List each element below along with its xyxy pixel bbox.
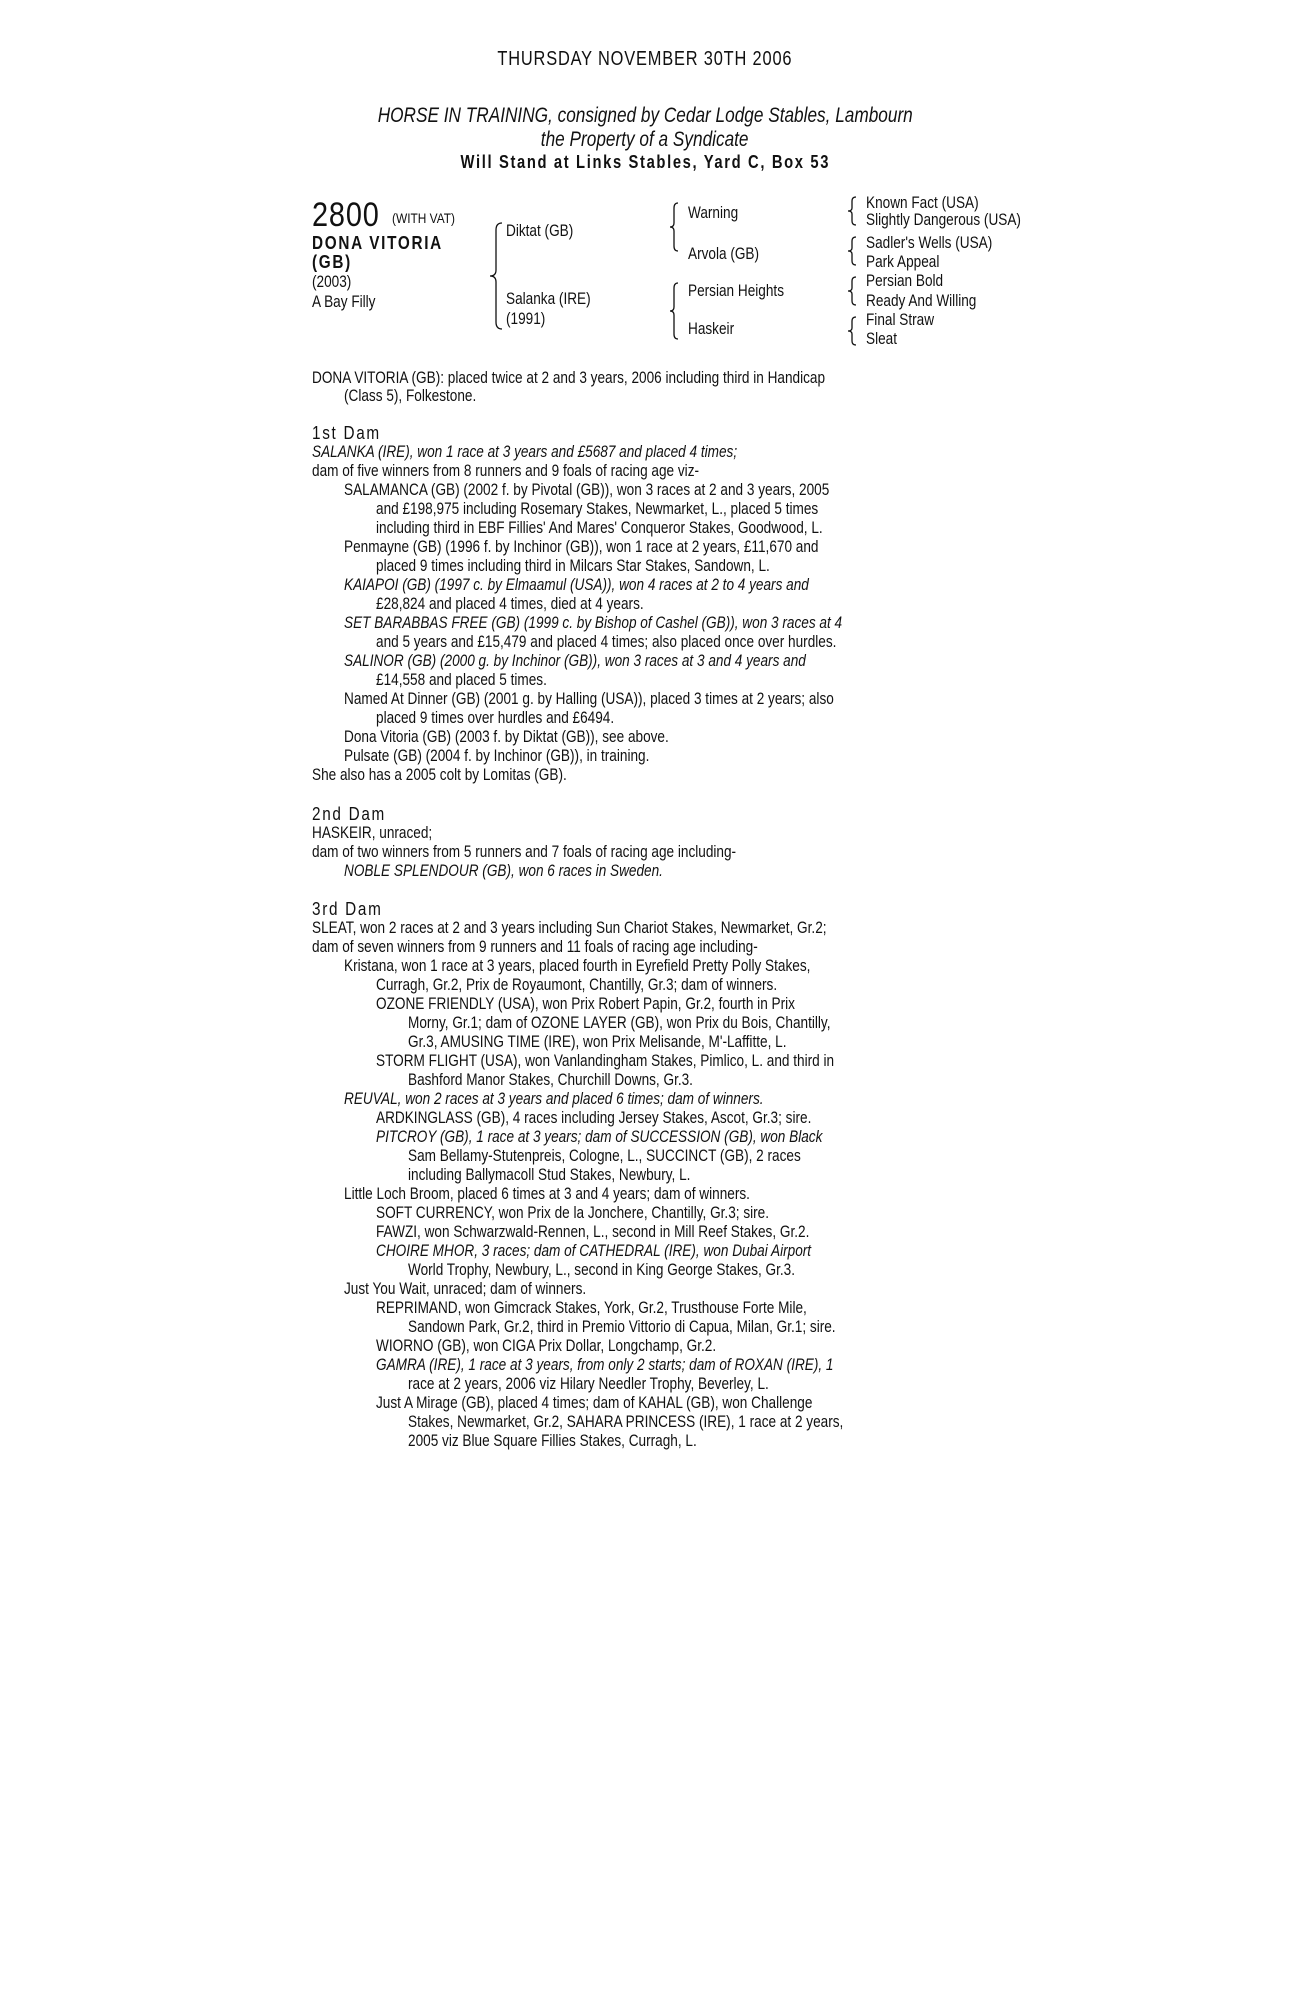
pedigree-text-line: WIORNO (GB), won CIGA Prix Dollar, Longchamp, Gr.2. — [376, 1336, 717, 1355]
sale-date: THURSDAY NOVEMBER 30TH 2006 — [497, 48, 793, 70]
second-dam-heading: 2nd Dam — [312, 804, 386, 824]
foaling-year: (2003) — [312, 272, 352, 291]
pedigree-text-line: Just You Wait, unraced; dam of winners. — [344, 1279, 587, 1298]
pedigree-dam-year: (1991) — [506, 309, 546, 328]
pedigree-text-line: dam of two winners from 5 runners and 7 foals of racing age including- — [312, 842, 737, 861]
pedigree-dam: Salanka (IRE) — [506, 289, 591, 308]
pedigree-brace-ds — [846, 276, 858, 306]
pedigree-text-line: race at 2 years, 2006 viz Hilary Needler Trophy, Beverley, L. — [408, 1374, 769, 1393]
horse-name — [312, 234, 443, 272]
pedigree-brace-gen1 — [488, 222, 504, 330]
pedigree-brace-sire — [668, 202, 680, 252]
pedigree-text-line: Just A Mirage (GB), placed 4 times; dam of KAHAL (GB), won Challenge — [376, 1393, 813, 1412]
first-dam-heading: 1st Dam — [312, 423, 381, 443]
pedigree-text-line: £28,824 and placed 4 times, died at 4 years. — [376, 594, 644, 613]
pedigree-text-line: Sandown Park, Gr.2, third in Premio Vittorio di Capua, Milan, Gr.1; sire. — [408, 1317, 836, 1336]
pedigree-text-line: KAIAPOI (GB) (1997 c. by Elmaamul (USA)), won 4 races at 2 to 4 years and — [344, 575, 809, 594]
pedigree-brace-dam — [668, 282, 680, 340]
pedigree-brace-ss — [846, 196, 858, 226]
lot-number: 2800 — [312, 196, 380, 234]
pedigree-text-line: Pulsate (GB) (2004 f. by Inchinor (GB)), in training. — [344, 746, 650, 765]
pedigree-text-line: HASKEIR, unraced; — [312, 823, 433, 842]
pedigree-text-line: Morny, Gr.1; dam of OZONE LAYER (GB), won Prix du Bois, Chantilly, — [408, 1013, 831, 1032]
pedigree-dss: Persian Bold — [866, 271, 944, 290]
pedigree-text-line: She also has a 2005 colt by Lomitas (GB). — [312, 765, 567, 784]
property-line: the Property of a Syndicate — [541, 128, 749, 151]
pedigree-text-line: Sam Bellamy-Stutenpreis, Cologne, L., SUCCINCT (GB), 2 races — [408, 1146, 801, 1165]
pedigree-text-line: CHOIRE MHOR, 3 races; dam of CATHEDRAL (IRE), won Dubai Airport — [376, 1241, 812, 1260]
pedigree-sire-sire: Warning — [688, 203, 739, 222]
pedigree-text-line: SALAMANCA (GB) (2002 f. by Pivotal (GB)), won 3 races at 2 and 3 years, 2005 — [344, 480, 830, 499]
pedigree-text-line: Named At Dinner (GB) (2001 g. by Halling (USA)), placed 3 times at 2 years; also — [344, 689, 834, 708]
pedigree-text-line: and 5 years and £15,479 and placed 4 times; also placed once over hurdles. — [376, 632, 837, 651]
pedigree-text-line: ARDKINGLASS (GB), 4 races including Jersey Stakes, Ascot, Gr.3; sire. — [376, 1108, 812, 1127]
pedigree-text-line: Dona Vitoria (GB) (2003 f. by Diktat (GB)), see above. — [344, 727, 669, 746]
pedigree-text-line: NOBLE SPLENDOUR (GB), won 6 races in Sweden. — [344, 861, 663, 880]
pedigree-text-line: SLEAT, won 2 races at 2 and 3 years including Sun Chariot Stakes, Newmarket, Gr.2; — [312, 918, 827, 937]
pedigree-text-line: placed 9 times including third in Milcars Star Stakes, Sandown, L. — [376, 556, 770, 575]
pedigree-text-line: REPRIMAND, won Gimcrack Stakes, York, Gr.2, Trusthouse Forte Mile, — [376, 1298, 807, 1317]
pedigree-text-line: FAWZI, won Schwarzwald-Rennen, L., second in Mill Reef Stakes, Gr.2. — [376, 1222, 810, 1241]
summary-line: (Class 5), Folkestone. — [344, 386, 477, 405]
pedigree-sdd: Park Appeal — [866, 252, 940, 271]
pedigree-text-line: SALINOR (GB) (2000 g. by Inchinor (GB)), won 3 races at 3 and 4 years and — [344, 651, 806, 670]
pedigree-text-line: and £198,975 including Rosemary Stakes, Newmarket, L., placed 5 times — [376, 499, 819, 518]
pedigree-text-line: Curragh, Gr.2, Prix de Royaumont, Chantilly, Gr.3; dam of winners. — [376, 975, 778, 994]
third-dam-heading: 3rd Dam — [312, 899, 383, 919]
horse-description: A Bay Filly — [312, 292, 376, 311]
horse-name-line1: DONA VITORIA — [312, 233, 443, 253]
pedigree-text-line: OZONE FRIENDLY (USA), won Prix Robert Papin, Gr.2, fourth in Prix — [376, 994, 795, 1013]
pedigree-text-line: dam of seven winners from 9 runners and 11 foals of racing age including- — [312, 937, 758, 956]
pedigree-dam-dam: Haskeir — [688, 319, 735, 338]
pedigree-brace-sd — [846, 236, 858, 266]
pedigree-ddd: Sleat — [866, 329, 897, 348]
lot-number-block — [312, 196, 456, 235]
stable-location: Will Stand at Links Stables, Yard C, Box 53 — [460, 152, 830, 172]
summary-line: DONA VITORIA (GB): placed twice at 2 and 3 years, 2006 including third in Handicap — [312, 368, 826, 387]
pedigree-text-line: REUVAL, won 2 races at 3 years and placed 6 times; dam of winners. — [344, 1089, 764, 1108]
pedigree-text-line: GAMRA (IRE), 1 race at 3 years, from only 2 starts; dam of ROXAN (IRE), 1 — [376, 1355, 834, 1374]
pedigree-text-line: Kristana, won 1 race at 3 years, placed fourth in Eyrefield Pretty Polly Stakes, — [344, 956, 811, 975]
pedigree-text-line: STORM FLIGHT (USA), won Vanlandingham Stakes, Pimlico, L. and third in — [376, 1051, 835, 1070]
pedigree-ssd: Slightly Dangerous (USA) — [866, 210, 1021, 229]
pedigree-sire: Diktat (GB) — [506, 221, 574, 240]
consignment-line: HORSE IN TRAINING, consigned by Cedar Lodge Stables, Lambourn — [377, 104, 913, 127]
pedigree-text-line: SOFT CURRENCY, won Prix de la Jonchere, Chantilly, Gr.3; sire. — [376, 1203, 770, 1222]
pedigree-sds: Sadler's Wells (USA) — [866, 233, 993, 252]
pedigree-text-line: SALANKA (IRE), won 1 race at 3 years and £5687 and placed 4 times; — [312, 442, 738, 461]
pedigree-text-line: placed 9 times over hurdles and £6494. — [376, 708, 615, 727]
pedigree-text-line: Penmayne (GB) (1996 f. by Inchinor (GB)), won 1 race at 2 years, £11,670 and — [344, 537, 819, 556]
pedigree-text-line: including Ballymacoll Stud Stakes, Newbury, L. — [408, 1165, 691, 1184]
pedigree-text-line: Bashford Manor Stakes, Churchill Downs, Gr.3. — [408, 1070, 693, 1089]
pedigree-text-line: 2005 viz Blue Square Fillies Stakes, Curragh, L. — [408, 1431, 697, 1450]
pedigree-text-line: PITCROY (GB), 1 race at 3 years; dam of SUCCESSION (GB), won Black — [376, 1127, 823, 1146]
vat-note: (WITH VAT) — [392, 210, 456, 226]
pedigree-text-line: Gr.3, AMUSING TIME (IRE), won Prix Melisande, M'-Laffitte, L. — [408, 1032, 787, 1051]
pedigree-text-line: World Trophy, Newbury, L., second in King George Stakes, Gr.3. — [408, 1260, 796, 1279]
pedigree-text-line: Stakes, Newmarket, Gr.2, SAHARA PRINCESS (IRE), 1 race at 2 years, — [408, 1412, 844, 1431]
horse-name-line2: (GB) — [312, 252, 352, 272]
pedigree-dds: Final Straw — [866, 310, 935, 329]
pedigree-text-line: dam of five winners from 8 runners and 9 foals of racing age viz- — [312, 461, 700, 480]
pedigree-text-line: SET BARABBAS FREE (GB) (1999 c. by Bishop of Cashel (GB)), won 3 races at 4 — [344, 613, 843, 632]
pedigree-text-line: including third in EBF Fillies' And Mares' Conqueror Stakes, Goodwood, L. — [376, 518, 823, 537]
pedigree-dam-sire: Persian Heights — [688, 281, 785, 300]
pedigree-text-line: £14,558 and placed 5 times. — [376, 670, 547, 689]
pedigree-brace-dd — [846, 316, 858, 346]
pedigree-sire-dam: Arvola (GB) — [688, 244, 760, 263]
pedigree-sss: Known Fact (USA) — [866, 193, 979, 212]
pedigree-text-line: Little Loch Broom, placed 6 times at 3 and 4 years; dam of winners. — [344, 1184, 750, 1203]
pedigree-dsd: Ready And Willing — [866, 291, 977, 310]
